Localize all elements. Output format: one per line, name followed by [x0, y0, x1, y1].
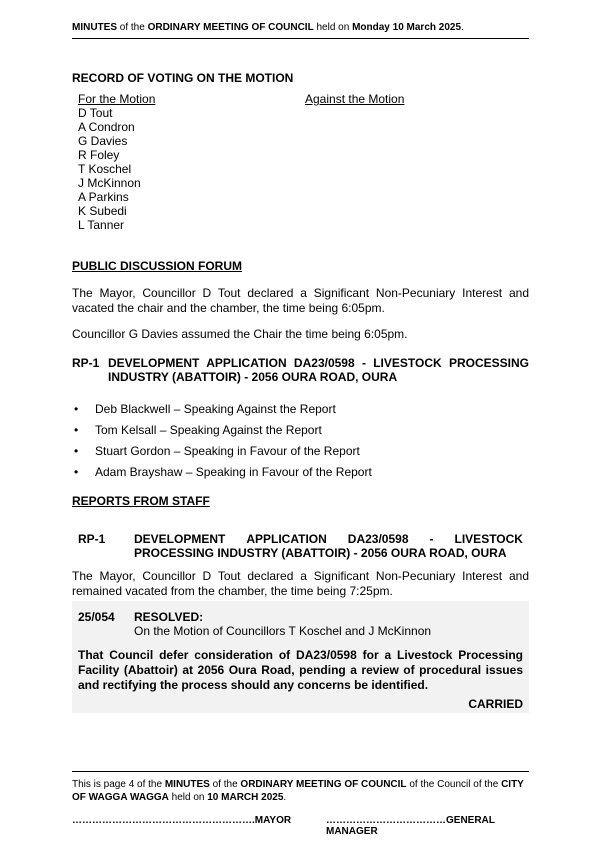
speaker: Stuart Gordon – Speaking in Favour of the Report — [95, 443, 360, 458]
header-period: . — [461, 22, 464, 33]
outcome-label: CARRIED — [468, 697, 523, 711]
signature-line — [72, 815, 532, 837]
list-item — [72, 440, 532, 461]
title-word: LIVESTOCK — [454, 532, 523, 546]
resolved-label: RESOLVED: — [134, 610, 204, 624]
resolution-number: 25/054 — [78, 610, 115, 624]
bullet-icon: • — [74, 422, 79, 437]
speaker-list — [72, 398, 532, 482]
header-divider — [72, 38, 529, 39]
staff-title: REPORTS FROM STAFF — [72, 494, 210, 508]
title-word: DA23/0598 — [347, 532, 409, 546]
header-of: of the — [117, 22, 148, 33]
footer-council: CITY OF WAGGA WAGGA — [72, 779, 524, 803]
footer-divider — [72, 771, 529, 772]
footer-text: held on — [168, 792, 208, 803]
list-item — [72, 398, 532, 419]
forum-item-title-line1: DEVELOPMENT APPLICATION DA23/0598 - LIVESTOCK PROCESSING — [108, 356, 529, 370]
forum-title: PUBLIC DISCUSSION FORUM — [72, 259, 243, 273]
page-footer — [72, 778, 532, 804]
bullet-icon: • — [74, 464, 79, 479]
forum-item-code: RP-1 — [72, 356, 100, 370]
header-prefix: MINUTES — [72, 22, 117, 33]
title-word: - — [429, 532, 434, 546]
header-meeting: ORDINARY MEETING OF COUNCIL — [147, 22, 314, 33]
voter-name: K Subedi — [78, 204, 127, 218]
header-date: Monday 10 March 2025 — [352, 22, 462, 33]
forum-item-title-line2: INDUSTRY (ABATTOIR) - 2056 OURA ROAD, OURA — [108, 370, 398, 384]
page-header — [72, 22, 464, 33]
voter-name: D Tout — [78, 106, 113, 120]
footer-meeting: ORDINARY MEETING OF COUNCIL — [240, 779, 407, 790]
resolution-text: That Council defer consideration of DA23/0598 for a Livestock Processing Facility (Abattoir) at 2056 Oura Road, pending a review of procedural issues and rectifying the process should any concerns be identified. — [78, 648, 523, 692]
title-word: DEVELOPMENT — [134, 532, 226, 546]
staff-paragraph: The Mayor, Councillor D Tout declared a Significant Non-Pecuniary Interest and remained vacated from the chamber, the time being 7:25pm. — [72, 569, 529, 598]
motion-movers: On the Motion of Councillors T Koschel and J McKinnon — [134, 624, 432, 638]
forum-paragraph-1: The Mayor, Councillor D Tout declared a Significant Non-Pecuniary Interest and vacated the chair and the chamber, the time being 6:05pm. — [72, 286, 529, 315]
gm-signature: ………………………………GENERAL MANAGER — [326, 815, 495, 837]
voting-title: RECORD OF VOTING ON THE MOTION — [72, 71, 294, 85]
against-motion-label: Against the Motion — [305, 92, 405, 106]
footer-text: . — [283, 792, 287, 803]
speaker: Adam Brayshaw – Speaking in Favour of the Report — [95, 464, 372, 479]
forum-paragraph-2: Councillor G Davies assumed the Chair the time being 6:05pm. — [72, 327, 408, 341]
header-held-on: held on — [313, 22, 353, 33]
staff-item-code: RP-1 — [78, 532, 106, 546]
voter-name: G Davies — [78, 134, 128, 148]
footer-text: This is page 4 of the — [72, 779, 165, 790]
voter-name: A Condron — [78, 120, 135, 134]
speaker: Tom Kelsall – Speaking Against the Report — [95, 422, 322, 437]
bullet-icon: • — [74, 443, 79, 458]
footer-text: of the — [209, 779, 241, 790]
voter-name: J McKinnon — [78, 176, 141, 190]
voter-name: L Tanner — [78, 218, 125, 232]
footer-date: 10 MARCH 2025 — [207, 792, 284, 803]
bullet-icon: • — [74, 401, 79, 416]
staff-item-title-line1 — [134, 532, 523, 546]
voter-name: A Parkins — [78, 190, 129, 204]
footer-minutes: MINUTES — [164, 779, 210, 790]
voter-name: T Koschel — [78, 162, 132, 176]
list-item — [72, 461, 532, 482]
speaker: Deb Blackwell – Speaking Against the Report — [95, 401, 336, 416]
title-word: APPLICATION — [246, 532, 327, 546]
mayor-signature: ……………………………………………….MAYOR — [72, 815, 292, 826]
voter-name: R Foley — [78, 148, 120, 162]
list-item — [72, 419, 532, 440]
staff-item-title-line2: PROCESSING INDUSTRY (ABATTOIR) - 2056 OURA ROAD, OURA — [134, 546, 507, 560]
for-motion-list — [78, 106, 278, 232]
footer-text: of the Council of the — [406, 779, 502, 790]
for-motion-label: For the Motion — [78, 92, 156, 106]
